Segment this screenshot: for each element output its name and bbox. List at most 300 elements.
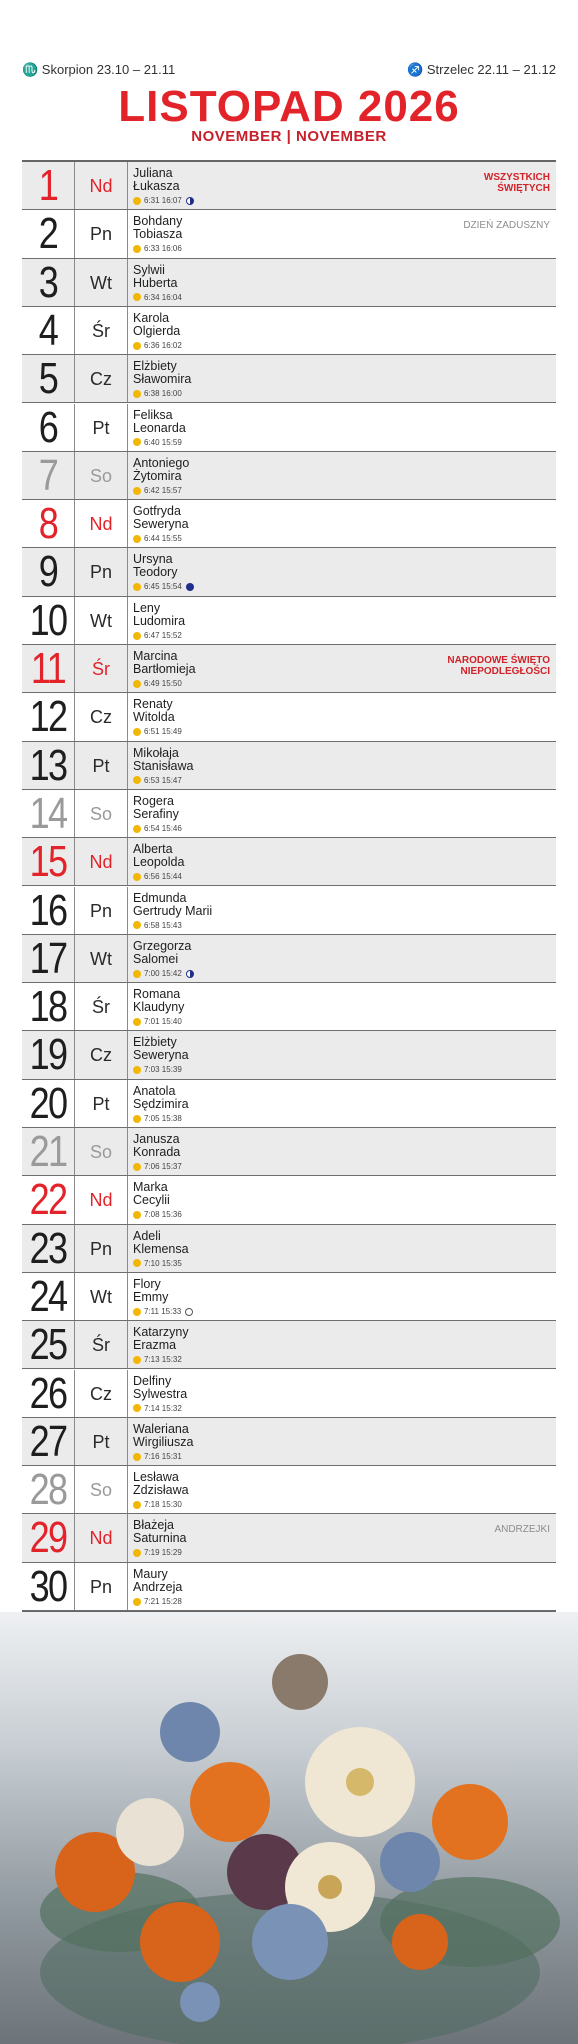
calendar-row-day-11 bbox=[22, 645, 556, 693]
calendar-row-day-17 bbox=[22, 935, 556, 983]
sun-times: 6:33 16:06 bbox=[144, 244, 182, 254]
sun-icon bbox=[133, 1308, 141, 1316]
name-day-1: Edmunda bbox=[133, 890, 187, 905]
column-divider bbox=[127, 307, 128, 354]
sun-times: 7:21 15:28 bbox=[144, 1596, 182, 1606]
day-number: 16 bbox=[29, 885, 67, 935]
weekday-abbr: Pn bbox=[89, 900, 113, 921]
weekday-abbr: Pt bbox=[92, 1093, 110, 1114]
moon-phase-icon bbox=[186, 197, 194, 205]
sunrise-sunset bbox=[133, 438, 182, 448]
name-day-1: Juliana bbox=[133, 166, 173, 180]
day-number: 30 bbox=[29, 1561, 67, 1611]
column-divider bbox=[127, 742, 128, 789]
sagittarius-sign: ♐ Strzelec 22.11 – 21.12 bbox=[407, 62, 556, 77]
month-subtitle: NOVEMBER | NOVEMBER bbox=[191, 128, 387, 145]
name-day-2: Zdzisława bbox=[133, 1483, 189, 1498]
day-number: 20 bbox=[29, 1078, 67, 1128]
weekday-abbr: Pn bbox=[89, 562, 113, 583]
name-days bbox=[133, 1085, 189, 1111]
sun-icon bbox=[133, 1259, 141, 1267]
column-divider bbox=[127, 838, 128, 885]
calendar-row-day-22 bbox=[22, 1176, 556, 1224]
day-number: 7 bbox=[38, 450, 58, 500]
sunrise-sunset bbox=[133, 824, 182, 834]
calendar-row-day-29 bbox=[22, 1514, 556, 1562]
column-divider bbox=[127, 1514, 128, 1561]
sun-icon bbox=[133, 921, 141, 929]
sun-times: 6:42 15:57 bbox=[144, 485, 182, 495]
calendar-row-day-4 bbox=[22, 307, 556, 355]
flower-bouquet-photo bbox=[0, 1612, 578, 2044]
calendar-row-day-20 bbox=[22, 1080, 556, 1128]
column-divider bbox=[127, 548, 128, 595]
calendar-row-day-9 bbox=[22, 548, 556, 596]
column-divider bbox=[127, 1176, 128, 1223]
sun-times: 7:16 15:31 bbox=[144, 1451, 182, 1461]
name-days bbox=[133, 1036, 189, 1062]
column-divider bbox=[127, 887, 128, 934]
day-number: 12 bbox=[29, 692, 67, 742]
sun-times: 6:54 15:46 bbox=[144, 823, 182, 833]
sunrise-sunset bbox=[133, 1210, 182, 1220]
calendar-row-day-19 bbox=[22, 1031, 556, 1079]
sun-times: 7:19 15:29 bbox=[144, 1548, 182, 1558]
calendar-row-day-27 bbox=[22, 1418, 556, 1466]
sunrise-sunset bbox=[133, 1017, 182, 1027]
calendar-row-day-16 bbox=[22, 887, 556, 935]
name-day-1: Delfiny bbox=[133, 1373, 172, 1388]
name-day-1: Błażeja bbox=[133, 1518, 174, 1533]
sunrise-sunset bbox=[133, 1404, 182, 1414]
sun-icon bbox=[133, 1211, 141, 1219]
name-day-1: Katarzyny bbox=[133, 1325, 189, 1340]
calendar-row-day-30 bbox=[22, 1563, 556, 1611]
name-days bbox=[133, 1423, 193, 1449]
name-day-2: Emmy bbox=[133, 1289, 169, 1304]
flower-bouquet-illustration bbox=[0, 1612, 578, 2044]
sun-times: 7:08 15:36 bbox=[144, 1210, 182, 1220]
name-days bbox=[133, 215, 182, 241]
month-title: LISTOPAD 2026 bbox=[118, 82, 460, 131]
column-divider bbox=[127, 1370, 128, 1417]
weekday-abbr: So bbox=[89, 1142, 113, 1162]
sun-times: 7:00 15:42 bbox=[144, 968, 182, 978]
sunrise-sunset bbox=[133, 341, 182, 351]
name-day-2: Leopolda bbox=[133, 855, 185, 870]
name-day-1: Gotfryda bbox=[133, 504, 181, 519]
name-day-2: Salomei bbox=[133, 951, 179, 966]
name-day-1: Alberta bbox=[133, 842, 173, 857]
day-number: 14 bbox=[29, 788, 67, 838]
sunrise-sunset bbox=[133, 196, 194, 206]
day-number: 6 bbox=[38, 402, 58, 452]
weekday-abbr: Pn bbox=[89, 1576, 113, 1597]
name-day-1: Lesława bbox=[133, 1470, 179, 1485]
weekday-abbr: Wt bbox=[90, 948, 112, 969]
name-days bbox=[133, 602, 185, 628]
sun-times: 6:44 15:55 bbox=[144, 534, 182, 544]
name-day-1: Waleriana bbox=[133, 1421, 189, 1436]
sun-icon bbox=[133, 390, 141, 398]
sunrise-sunset bbox=[133, 969, 194, 979]
weekday-abbr: Śr bbox=[92, 320, 110, 341]
name-day-1: Elżbiety bbox=[133, 1035, 177, 1050]
sunrise-sunset bbox=[133, 244, 182, 254]
sun-times: 7:10 15:35 bbox=[144, 1258, 182, 1268]
weekday-abbr: Cz bbox=[90, 1383, 112, 1404]
calendar-row-day-7 bbox=[22, 452, 556, 500]
sunrise-sunset bbox=[133, 389, 182, 399]
day-number: 26 bbox=[29, 1368, 67, 1418]
name-days bbox=[133, 505, 189, 531]
sun-icon bbox=[133, 873, 141, 881]
holiday-note: DZIEŃ ZADUSZNY bbox=[463, 220, 550, 232]
holiday-note: NARODOWE ŚWIĘTO NIEPODLEGŁOŚCI bbox=[447, 655, 550, 677]
day-number: 8 bbox=[38, 499, 58, 549]
name-day-2: Teodory bbox=[133, 565, 178, 580]
name-day-1: Anatola bbox=[133, 1083, 176, 1098]
sun-icon bbox=[133, 1404, 141, 1412]
name-day-2: Olgierda bbox=[133, 323, 181, 338]
day-number: 19 bbox=[29, 1030, 67, 1080]
name-day-2: Bartłomieja bbox=[133, 662, 196, 676]
sun-times: 7:18 15:30 bbox=[144, 1500, 182, 1510]
scorpio-sign: ♏ Skorpion 23.10 – 21.11 bbox=[22, 62, 176, 77]
day-number: 10 bbox=[29, 595, 67, 645]
name-day-2: Wirgiliusza bbox=[133, 1434, 194, 1449]
calendar-row-day-26 bbox=[22, 1370, 556, 1418]
day-number: 3 bbox=[38, 257, 58, 307]
moon-phase-icon bbox=[186, 970, 194, 978]
name-day-2: Huberta bbox=[133, 275, 178, 290]
sun-times: 6:56 15:44 bbox=[144, 872, 182, 882]
calendar-row-day-25 bbox=[22, 1321, 556, 1369]
column-divider bbox=[127, 355, 128, 402]
sunrise-sunset bbox=[133, 1114, 182, 1124]
calendar-row-day-13 bbox=[22, 742, 556, 790]
name-day-1: Feliksa bbox=[133, 407, 173, 422]
day-number: 25 bbox=[29, 1320, 67, 1370]
column-divider bbox=[127, 404, 128, 451]
name-day-2: Erazma bbox=[133, 1338, 177, 1353]
column-divider bbox=[127, 1466, 128, 1513]
sunrise-sunset bbox=[133, 631, 182, 641]
name-day-1: Marcina bbox=[133, 649, 178, 663]
day-number: 15 bbox=[29, 837, 67, 887]
sun-icon bbox=[133, 1018, 141, 1026]
day-number: 27 bbox=[29, 1416, 67, 1466]
weekday-abbr: Wt bbox=[90, 1286, 112, 1307]
column-divider bbox=[127, 1128, 128, 1175]
sun-icon bbox=[133, 1501, 141, 1509]
moon-phase-icon bbox=[185, 1308, 193, 1316]
name-days bbox=[133, 409, 186, 435]
name-days bbox=[133, 167, 180, 193]
column-divider bbox=[127, 259, 128, 306]
name-day-2: Łukasza bbox=[133, 179, 180, 193]
sun-times: 7:11 15:33 bbox=[144, 1306, 182, 1316]
name-day-1: Grzegorza bbox=[133, 938, 192, 953]
name-day-2: Andrzeja bbox=[133, 1579, 183, 1594]
calendar-row-day-3 bbox=[22, 259, 556, 307]
sun-icon bbox=[133, 1115, 141, 1123]
sun-icon bbox=[133, 1163, 141, 1171]
day-number: 17 bbox=[29, 933, 67, 983]
name-days bbox=[133, 795, 179, 821]
day-number: 5 bbox=[38, 354, 58, 404]
column-divider bbox=[127, 162, 128, 209]
sun-times: 6:45 15:54 bbox=[144, 582, 182, 592]
sun-icon bbox=[133, 776, 141, 784]
name-day-2: Serafiny bbox=[133, 806, 179, 821]
name-days bbox=[133, 264, 177, 290]
name-days bbox=[133, 1326, 189, 1352]
sunrise-sunset bbox=[133, 1307, 193, 1317]
sunrise-sunset bbox=[133, 1065, 182, 1075]
calendar-row-day-24 bbox=[22, 1273, 556, 1321]
day-number: 11 bbox=[30, 644, 66, 693]
name-days bbox=[133, 1181, 170, 1207]
sun-times: 6:53 15:47 bbox=[144, 775, 182, 785]
sun-times: 6:34 16:04 bbox=[144, 292, 182, 302]
column-divider bbox=[127, 1563, 128, 1610]
name-day-2: Tobiasza bbox=[133, 227, 183, 242]
name-days bbox=[133, 1230, 189, 1256]
calendar-row-day-6 bbox=[22, 404, 556, 452]
name-day-2: Seweryna bbox=[133, 1048, 189, 1063]
sun-times: 7:01 15:40 bbox=[144, 1017, 182, 1027]
zodiac-bar bbox=[22, 62, 556, 80]
name-day-2: Seweryna bbox=[133, 517, 189, 532]
weekday-abbr: Nd bbox=[89, 1190, 113, 1211]
column-divider bbox=[127, 983, 128, 1030]
sunrise-sunset bbox=[133, 1500, 182, 1510]
day-number: 23 bbox=[29, 1223, 67, 1273]
name-days bbox=[133, 747, 193, 773]
name-day-1: Rogera bbox=[133, 793, 174, 808]
name-day-1: Janusza bbox=[133, 1132, 180, 1146]
column-divider bbox=[127, 645, 128, 692]
sun-times: 7:03 15:39 bbox=[144, 1065, 182, 1075]
column-divider bbox=[127, 1031, 128, 1078]
sunrise-sunset bbox=[133, 534, 182, 544]
sun-icon bbox=[133, 1598, 141, 1606]
name-days bbox=[133, 312, 180, 338]
name-days bbox=[133, 988, 184, 1014]
name-day-1: Maury bbox=[133, 1566, 168, 1581]
sunrise-sunset bbox=[133, 1162, 182, 1172]
name-day-1: Elżbiety bbox=[133, 359, 177, 374]
sunrise-sunset bbox=[133, 1597, 182, 1607]
name-day-1: Leny bbox=[133, 600, 161, 615]
name-day-2: Leonarda bbox=[133, 420, 186, 435]
weekday-abbr: Śr bbox=[92, 1335, 110, 1356]
name-day-1: Antoniego bbox=[133, 455, 190, 470]
name-day-1: Karola bbox=[133, 310, 170, 325]
calendar-row-day-21 bbox=[22, 1128, 556, 1176]
name-day-2: Żytomira bbox=[133, 468, 182, 483]
column-divider bbox=[127, 790, 128, 837]
sun-times: 6:58 15:43 bbox=[144, 920, 182, 930]
sun-icon bbox=[133, 487, 141, 495]
sun-times: 7:06 15:37 bbox=[144, 1162, 182, 1171]
calendar-row-day-10 bbox=[22, 597, 556, 645]
name-days bbox=[133, 1278, 168, 1304]
sunrise-sunset bbox=[133, 921, 182, 931]
name-day-2: Klemensa bbox=[133, 1241, 189, 1256]
calendar-row-day-8 bbox=[22, 500, 556, 548]
sun-times: 7:05 15:38 bbox=[144, 1113, 182, 1123]
sun-icon bbox=[133, 438, 141, 446]
sunrise-sunset bbox=[133, 582, 194, 592]
calendar-row-day-15 bbox=[22, 838, 556, 886]
day-number: 21 bbox=[29, 1127, 67, 1176]
sun-icon bbox=[133, 1356, 141, 1364]
column-divider bbox=[127, 1418, 128, 1465]
weekday-abbr: So bbox=[89, 465, 113, 486]
weekday-abbr: Pt bbox=[92, 417, 110, 438]
sunrise-sunset bbox=[133, 1259, 182, 1269]
column-divider bbox=[127, 452, 128, 499]
name-day-2: Stanisława bbox=[133, 758, 194, 773]
column-divider bbox=[127, 500, 128, 547]
sun-icon bbox=[133, 632, 141, 640]
sun-times: 6:38 16:00 bbox=[144, 389, 182, 399]
sun-icon bbox=[133, 970, 141, 978]
column-divider bbox=[127, 1321, 128, 1368]
weekday-abbr: Nd bbox=[89, 514, 113, 535]
name-days bbox=[133, 650, 196, 676]
day-number: 28 bbox=[29, 1465, 67, 1515]
sun-icon bbox=[133, 1549, 141, 1557]
sun-icon bbox=[133, 535, 141, 543]
sun-times: 7:14 15:32 bbox=[144, 1403, 182, 1413]
day-number: 4 bbox=[38, 305, 58, 355]
name-days bbox=[133, 1568, 182, 1594]
sunrise-sunset bbox=[133, 872, 182, 882]
weekday-abbr: Cz bbox=[90, 707, 112, 728]
name-days bbox=[133, 940, 191, 966]
calendar-row-day-5 bbox=[22, 355, 556, 403]
weekday-abbr: Cz bbox=[90, 1045, 112, 1066]
day-number: 24 bbox=[29, 1271, 67, 1321]
day-number: 2 bbox=[38, 209, 58, 259]
sunrise-sunset bbox=[133, 293, 182, 303]
weekday-abbr: Pt bbox=[92, 1431, 110, 1452]
sunrise-sunset bbox=[133, 1452, 182, 1462]
sun-times: 6:40 15:59 bbox=[144, 437, 182, 447]
sun-times: 6:51 15:49 bbox=[144, 727, 182, 737]
sunrise-sunset bbox=[133, 727, 182, 737]
holiday-note: WSZYSTKICH ŚWIĘTYCH bbox=[483, 172, 550, 194]
name-day-1: Sylwii bbox=[133, 262, 165, 277]
weekday-abbr: Pt bbox=[92, 755, 110, 776]
name-days bbox=[133, 1471, 189, 1497]
day-number: 13 bbox=[29, 740, 67, 790]
sun-times: 6:31 16:07 bbox=[144, 196, 182, 205]
name-day-1: Bohdany bbox=[133, 214, 183, 229]
name-days bbox=[133, 892, 212, 918]
weekday-abbr: Nd bbox=[89, 176, 113, 196]
sun-icon bbox=[133, 342, 141, 350]
holiday-note: ANDRZEJKI bbox=[494, 1524, 550, 1536]
sunrise-sunset bbox=[133, 1548, 182, 1558]
day-number: 29 bbox=[29, 1513, 67, 1563]
name-day-1: Romana bbox=[133, 987, 181, 1002]
name-days bbox=[133, 1519, 187, 1545]
name-day-2: Sylwestra bbox=[133, 1386, 188, 1401]
column-divider bbox=[127, 1225, 128, 1272]
column-divider bbox=[127, 1273, 128, 1320]
calendar-row-day-12 bbox=[22, 693, 556, 741]
weekday-abbr: Wt bbox=[90, 610, 112, 631]
day-number: 22 bbox=[29, 1175, 67, 1225]
name-day-2: Witolda bbox=[133, 710, 175, 725]
sunrise-sunset bbox=[133, 1355, 182, 1365]
sun-times: 6:36 16:02 bbox=[144, 340, 182, 350]
name-day-2: Cecylii bbox=[133, 1193, 170, 1208]
sunrise-sunset bbox=[133, 679, 182, 689]
weekday-abbr: Śr bbox=[92, 659, 110, 679]
weekday-abbr: Nd bbox=[89, 1528, 113, 1549]
name-day-2: Konrada bbox=[133, 1145, 181, 1159]
calendar-row-day-1 bbox=[22, 162, 556, 210]
day-number: 9 bbox=[38, 547, 58, 597]
name-day-2: Ludomira bbox=[133, 613, 186, 628]
sun-icon bbox=[133, 825, 141, 833]
weekday-abbr: So bbox=[89, 803, 113, 824]
name-days bbox=[133, 360, 191, 386]
column-divider bbox=[127, 597, 128, 644]
sun-times: 6:49 15:50 bbox=[144, 679, 182, 688]
sun-times: 6:47 15:52 bbox=[144, 630, 182, 640]
sun-icon bbox=[133, 728, 141, 736]
sun-times: 7:13 15:32 bbox=[144, 1355, 182, 1365]
weekday-abbr: Wt bbox=[90, 272, 112, 293]
sunrise-sunset bbox=[133, 776, 182, 786]
calendar-grid bbox=[22, 160, 556, 1613]
day-number: 18 bbox=[29, 982, 67, 1032]
name-day-1: Renaty bbox=[133, 697, 173, 712]
name-day-2: Gertrudy Marii bbox=[133, 903, 213, 918]
moon-phase-icon bbox=[186, 583, 194, 591]
name-day-2: Sędzimira bbox=[133, 1096, 189, 1111]
name-day-1: Ursyna bbox=[133, 552, 173, 567]
name-day-1: Flory bbox=[133, 1276, 161, 1291]
weekday-abbr: So bbox=[89, 1480, 113, 1501]
weekday-abbr: Pn bbox=[89, 224, 113, 245]
name-day-1: Mikołaja bbox=[133, 745, 179, 760]
weekday-abbr: Śr bbox=[92, 997, 110, 1018]
day-number: 1 bbox=[38, 161, 58, 210]
sunrise-sunset bbox=[133, 486, 182, 496]
column-divider bbox=[127, 1080, 128, 1127]
calendar-row-day-23 bbox=[22, 1225, 556, 1273]
column-divider bbox=[127, 210, 128, 257]
name-days bbox=[133, 698, 175, 724]
name-days bbox=[133, 457, 189, 483]
name-day-2: Klaudyny bbox=[133, 1000, 185, 1015]
name-day-1: Adeli bbox=[133, 1228, 161, 1243]
sun-icon bbox=[133, 1066, 141, 1074]
name-days bbox=[133, 843, 184, 869]
name-day-2: Sławomira bbox=[133, 372, 192, 387]
column-divider bbox=[127, 693, 128, 740]
sun-icon bbox=[133, 583, 141, 591]
column-divider bbox=[127, 935, 128, 982]
name-day-2: Saturnina bbox=[133, 1531, 187, 1546]
